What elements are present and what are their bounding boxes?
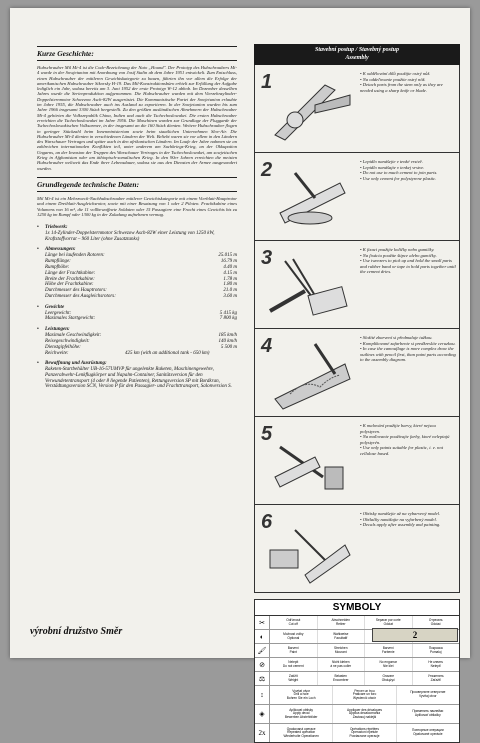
step-text: • K oddělování dílů použijte ostrý nůž. • Na oddeľovanie použite ostrý nôž. • Detach parts from the stem only as they are needed using a sharp knife or blade. xyxy=(357,65,459,152)
symbols-heading: SYMBOLY xyxy=(254,599,460,616)
assembly-step xyxy=(255,153,459,241)
spec-list xyxy=(37,225,237,390)
page-number: 2 xyxy=(372,628,458,642)
assembly-heading: Stavební postup / Stavebný postup Assembly xyxy=(254,44,460,65)
spec-group-title: Abmessungen: xyxy=(45,247,76,253)
step-text: • K fixaci použijte kolíčky nebo gumičky. • Na fixáciu použite štipce alebo gumičky. • Use tweezers to pick up and hold the small parts and rubber band or tape to hold parts together until the cement dries. xyxy=(357,241,459,328)
symbol-row-repeat: 2x Opakovaná operace Repeated operation Wiederholte Operationen Opérations répétées Operazioni ripetute Powtarzane operacje Повторные операции Opakované operácie xyxy=(255,724,459,742)
step-number: 1 xyxy=(261,71,273,93)
spec-group-title: Bewaffnung und Ausrüstung: xyxy=(45,361,107,367)
step-text: • Složité zbarvení si předmaluje tužkou. • Komplikované zafarbenie si predkreslite ceruzkou. • In case the camouflage is more complex draw the outlines with pencil first, than paint parts according to the assembly diagram. xyxy=(357,329,459,416)
spec-row: Länge bei laufenden Rotoren: 25.015 m xyxy=(45,253,237,259)
step-number: 5 xyxy=(261,423,273,445)
left-column xyxy=(37,46,237,395)
spec-group-weights: • Gewichte Leergewicht: 5 415 kg Maximales Startgewicht: 7 800 kg xyxy=(37,304,237,322)
tech-data-heading: Grundlegende technische Daten: xyxy=(37,177,237,192)
symbol-row-optional: ◐ Možnost volby Optional Wahlweise Facultatif xyxy=(255,630,459,644)
step-text: • K malování použijte barvy, které nejsou polystyren. • Na maľovanie používajte farby, ktoré neleptajú polystyrén. • Use only paints suitable for plastic, i. e. not cellulose based. xyxy=(357,417,459,504)
weight-icon: ⚖ xyxy=(255,672,270,685)
spec-group-dimensions: • Abmessungen: Länge bei laufenden Rotoren: 25.015 m Rumpflänge: 16.79 m Rumpfhöhe: 4.40 m Länge der Frachtkabine: 4.15 m Breite der Frachtkabine: 1.78 m Höhe der Frachtkabine: 1.80 m Durchmesser des Hauptrotors: 21.0 m Durchmesser des Ausgleichsrotors: 3.60 m xyxy=(37,247,237,299)
brush-icon: 🖌 xyxy=(255,644,270,657)
spec-group-armament: • Bewaffnung und Ausrüstung: Raketen-Startbehälter UB-16-57UMVP für ungelenkte Raketen, Maschinengewehre, Panzerabwehr-Lenkflugkörper und Napalm-Container, Sanitätsversion für den Verwundetentransport (4 oder 8 liegende Patienten), Rettungsversion SP mit Bordkran, Verstädtungsversion SCN, Version P für den Passagier- und Frachttransport, Salonversion S. xyxy=(37,361,237,389)
spec-row: Höhe der Frachtkabine: 1.80 m xyxy=(45,282,237,288)
spec-group-performance: • Leistungen: Maximale Geschwindigkeit: 185 km/h Reisegeschwindigkeit: 140 km/h Dienstgipfelhöhe: 5 500 m Reichweite: 425 km (with an additional tank - 650 km) xyxy=(37,327,237,356)
step-text: • Lepidlo nanášejte v tenké vrstvě. • Lepidlo nanášajte v tenkej vrstve. • Do not use to much cement to join parts. • Use only cement for polystyrene plastic. xyxy=(357,153,459,240)
step-text: • Obtisky nanášejte až na vybarvený model. • Obtlačky nanášajte na vyfarbený model. • Decals apply after assembly and painting. xyxy=(357,505,459,592)
symbol-row-weight: ⚖ Zatížit Weight Belasten Encombrer Gravare Obciążyć Утяжелить Zaťažiť xyxy=(255,672,459,686)
optional-icon: ◐ xyxy=(255,630,270,643)
repeat-icon: 2x xyxy=(255,724,270,742)
spec-row-reach: Reichweite: 425 km (with an additional tank - 650 km) xyxy=(45,350,210,356)
scissors-icon: ✂ xyxy=(255,616,270,629)
symbol-row-drill: ↕ Vyvrtat otvor Drill a hole Bohren Sie ein Loch Percer un trou Praticare un foro Wywiercić otwór Просверлите отверстие Vyvŕtaj otvor xyxy=(255,686,459,705)
decal-icon: ◈ xyxy=(255,705,270,723)
no-cement-icon: ⊘ xyxy=(255,658,270,671)
symbol-row-decal: ◈ Aplikovat obtisky Apply decal Bewerben Abziehbilder Appliquer des décalques Applica decalcomania Zastosuj naklejki Применить наклейки Aplikovať obtlačky xyxy=(255,705,459,724)
history-text: Hubschrauber Mil Mi-4 ist die Code-Bezeichnung der Nato „Hound". Der Prototyp des Hubschraubers Mi-4 wurde in der Sowjetunion mit Anordnung von Josif Stalin ab dem Jahre 1951 entwickelt. Zum Entschluss, einen Hubschrauber der mittleren Gewichtskategorie zu bauen, führten ihn vor allem die Erfolge der amerikanischen Hubschrauber Sikorsky H-19. Das Mil-Konstruktionsbüro erhielt zur Erfüllung der Aufgabe lediglich ein Jahr, sodass bereits am 3. Juni 1952 der erste Prototyp W-12 abhob. Im Dezember desselben Jahres wurde die Serienproduktion aufgenommen. Die Hubschrauber wurden mit dem Vierzehnzylinder-Doppelsternmotor Schwezow Asch-82W ausgerüstet. Die Kommunistische Partei der Sowjetunion erlaubte im Jahre 1955, die Hubschrauber auch ins Ausland zu exportieren. In der Sowjetunion wurden bis zum Jahre 1966 insgesamt 3300 Stück hergestellt. Zu den größten ausländischen Abnehmern der Hubschrauber Mi-4 gehörten die Volksrepublik China, Indien und auch die Tschechoslowakei. Die ersten Hubschrauber erreichten die Tschechoslowakei im Jahre 1956. Die Maschinen wurden zur Grundlage der Fluggarde der Tschechoslowakischen Volksarmee, in der insgesamt an die 160 Stück dienten. Weitere Hubschrauber flogen in geringer Stückzahl beim Innenministerium sowie beim staatlichen Unternehmen Slov-Air. Die Hubschrauber Mi-4 dienten in verschiedenen Ländern der Welt. Beliebt waren sie vor allem in den Ländern des Warschauer Vertrages und später auch in den afrikanischen Ländern. Im Laufe der Jahre nahmen sie an zahlreichen internationalen Konflikten teil, unter anderem am Suchkriegs-Krieg, an der Okkupation Ungarns, an der Invasion der Truppen des Warschauer Vertrages in der Tschechoslowakei, am sowjetischen Krieg in Afghanistan oder am äthiopisch-somalischen Krieg. In den 90er Jahren erreichten die meisten Hubschrauber weltweit das Ende ihrer Lebensdauer, sodass sie aus den Diensten der Armee ausgesondert wurden. xyxy=(37,65,237,171)
spec-group-text: 1x 14-Zylinder-Doppelsternmotor Schwezow Asch-82W einer Leistung von 1250 kW, Kraftstoffvorrat – 960 Liter (ohne Zusatztanks) xyxy=(45,231,215,242)
spec-row: Breite der Frachtkabine: 1.78 m xyxy=(45,276,237,282)
symbol-row-cut-off: ✂ Odříznout Cut off Abschneiden Retirer Separar por corte Odciat Отрезать Odciać xyxy=(255,616,459,630)
tech-data-text: Mil Mi-4 ist ein Mehrzweck-Nachhubschrauber mittlerer Gewichtskategorie mit einem Vierblatt-Hauptrotor und einem Dreiblatt-Ausgleichsrotor, sowie mit einer Besatzung von 1 oder 2 Piloten. Frachtkabine eines Volumens von 16 m³, die 11 vollbewaffnete Soldaten oder 15 Passagiere eine Fracht eines Gewichts bis zu 1250 kg im Rumpf oder 1300 kg in der Zuladung aufnehmen vermag. xyxy=(37,195,237,217)
history-heading: Kurze Geschichte: xyxy=(37,46,237,61)
spec-row: Reisegeschwindigkeit: 140 km/h xyxy=(45,339,237,345)
assembly-step xyxy=(255,329,459,417)
publisher-footer: výrobní družstvo Směr xyxy=(30,626,123,637)
step-number: 3 xyxy=(261,247,273,269)
instruction-page xyxy=(10,8,470,738)
spec-row: Durchmesser des Hauptrotors: 21.0 m xyxy=(45,288,237,294)
assembly-step xyxy=(255,505,459,592)
step-number: 4 xyxy=(261,335,273,357)
assembly-step xyxy=(255,417,459,505)
spec-row: Länge der Frachtkabine: 4.15 m xyxy=(45,270,237,276)
spec-group-engine: • Triebwerk: 1x 14-Zylinder-Doppelsternmotor Schwezow Asch-82W einer Leistung von 1250 kW, Kraftstoffvorrat – 960 Liter (ohne Zusatztanks) xyxy=(37,225,237,242)
spec-row: Dienstgipfelhöhe: 5 500 m xyxy=(45,344,237,350)
spec-row: Rumpfhöhe: 4.40 m xyxy=(45,264,237,270)
spec-group-text: Raketen-Startbehälter UB-16-57UMVP für ungelenkte Raketen, Maschinengewehre, Panzerabwehr-Lenkflugkörper und Napalm-Container, Sanitätsversion für den Verwundetentransport (4 oder 8 liegende Patienten), Rettungsversion SP mit Bordkran, Verstädtungsversion SCN, Version P für den Passagier- und Frachttransport, Salonversion S. xyxy=(45,367,232,390)
spec-row: Leergewicht: 5 415 kg xyxy=(45,310,237,316)
symbol-row-paint: 🖌 Barvení Paint Streichen Mourant Barvení Farbenie Покраска Pomaluj xyxy=(255,644,459,658)
spec-row: Rumpflänge: 16.79 m xyxy=(45,259,237,265)
assembly-step xyxy=(255,65,459,153)
step-number: 6 xyxy=(261,511,273,533)
spec-group-title: Triebwerk: xyxy=(45,225,68,231)
spec-row: Maximales Startgewicht: 7 800 kg xyxy=(45,316,237,322)
assembly-steps xyxy=(254,65,460,593)
spec-group-title: Leistungen: xyxy=(45,327,70,333)
spec-row: Maximale Geschwindigkeit: 185 km/h xyxy=(45,333,237,339)
step-number: 2 xyxy=(261,159,273,181)
assembly-step xyxy=(255,241,459,329)
spec-group-title: Gewichte xyxy=(45,304,65,310)
symbol-row-no-cement: ⊘ Nelepit Do not cement Nicht kleben à ne pas coller No engomar Nie klei Не клеить Nelepiť xyxy=(255,658,459,672)
spec-row: Durchmesser des Ausgleichsrotors: 3.60 m xyxy=(45,293,237,299)
drill-icon: ↕ xyxy=(255,686,270,704)
